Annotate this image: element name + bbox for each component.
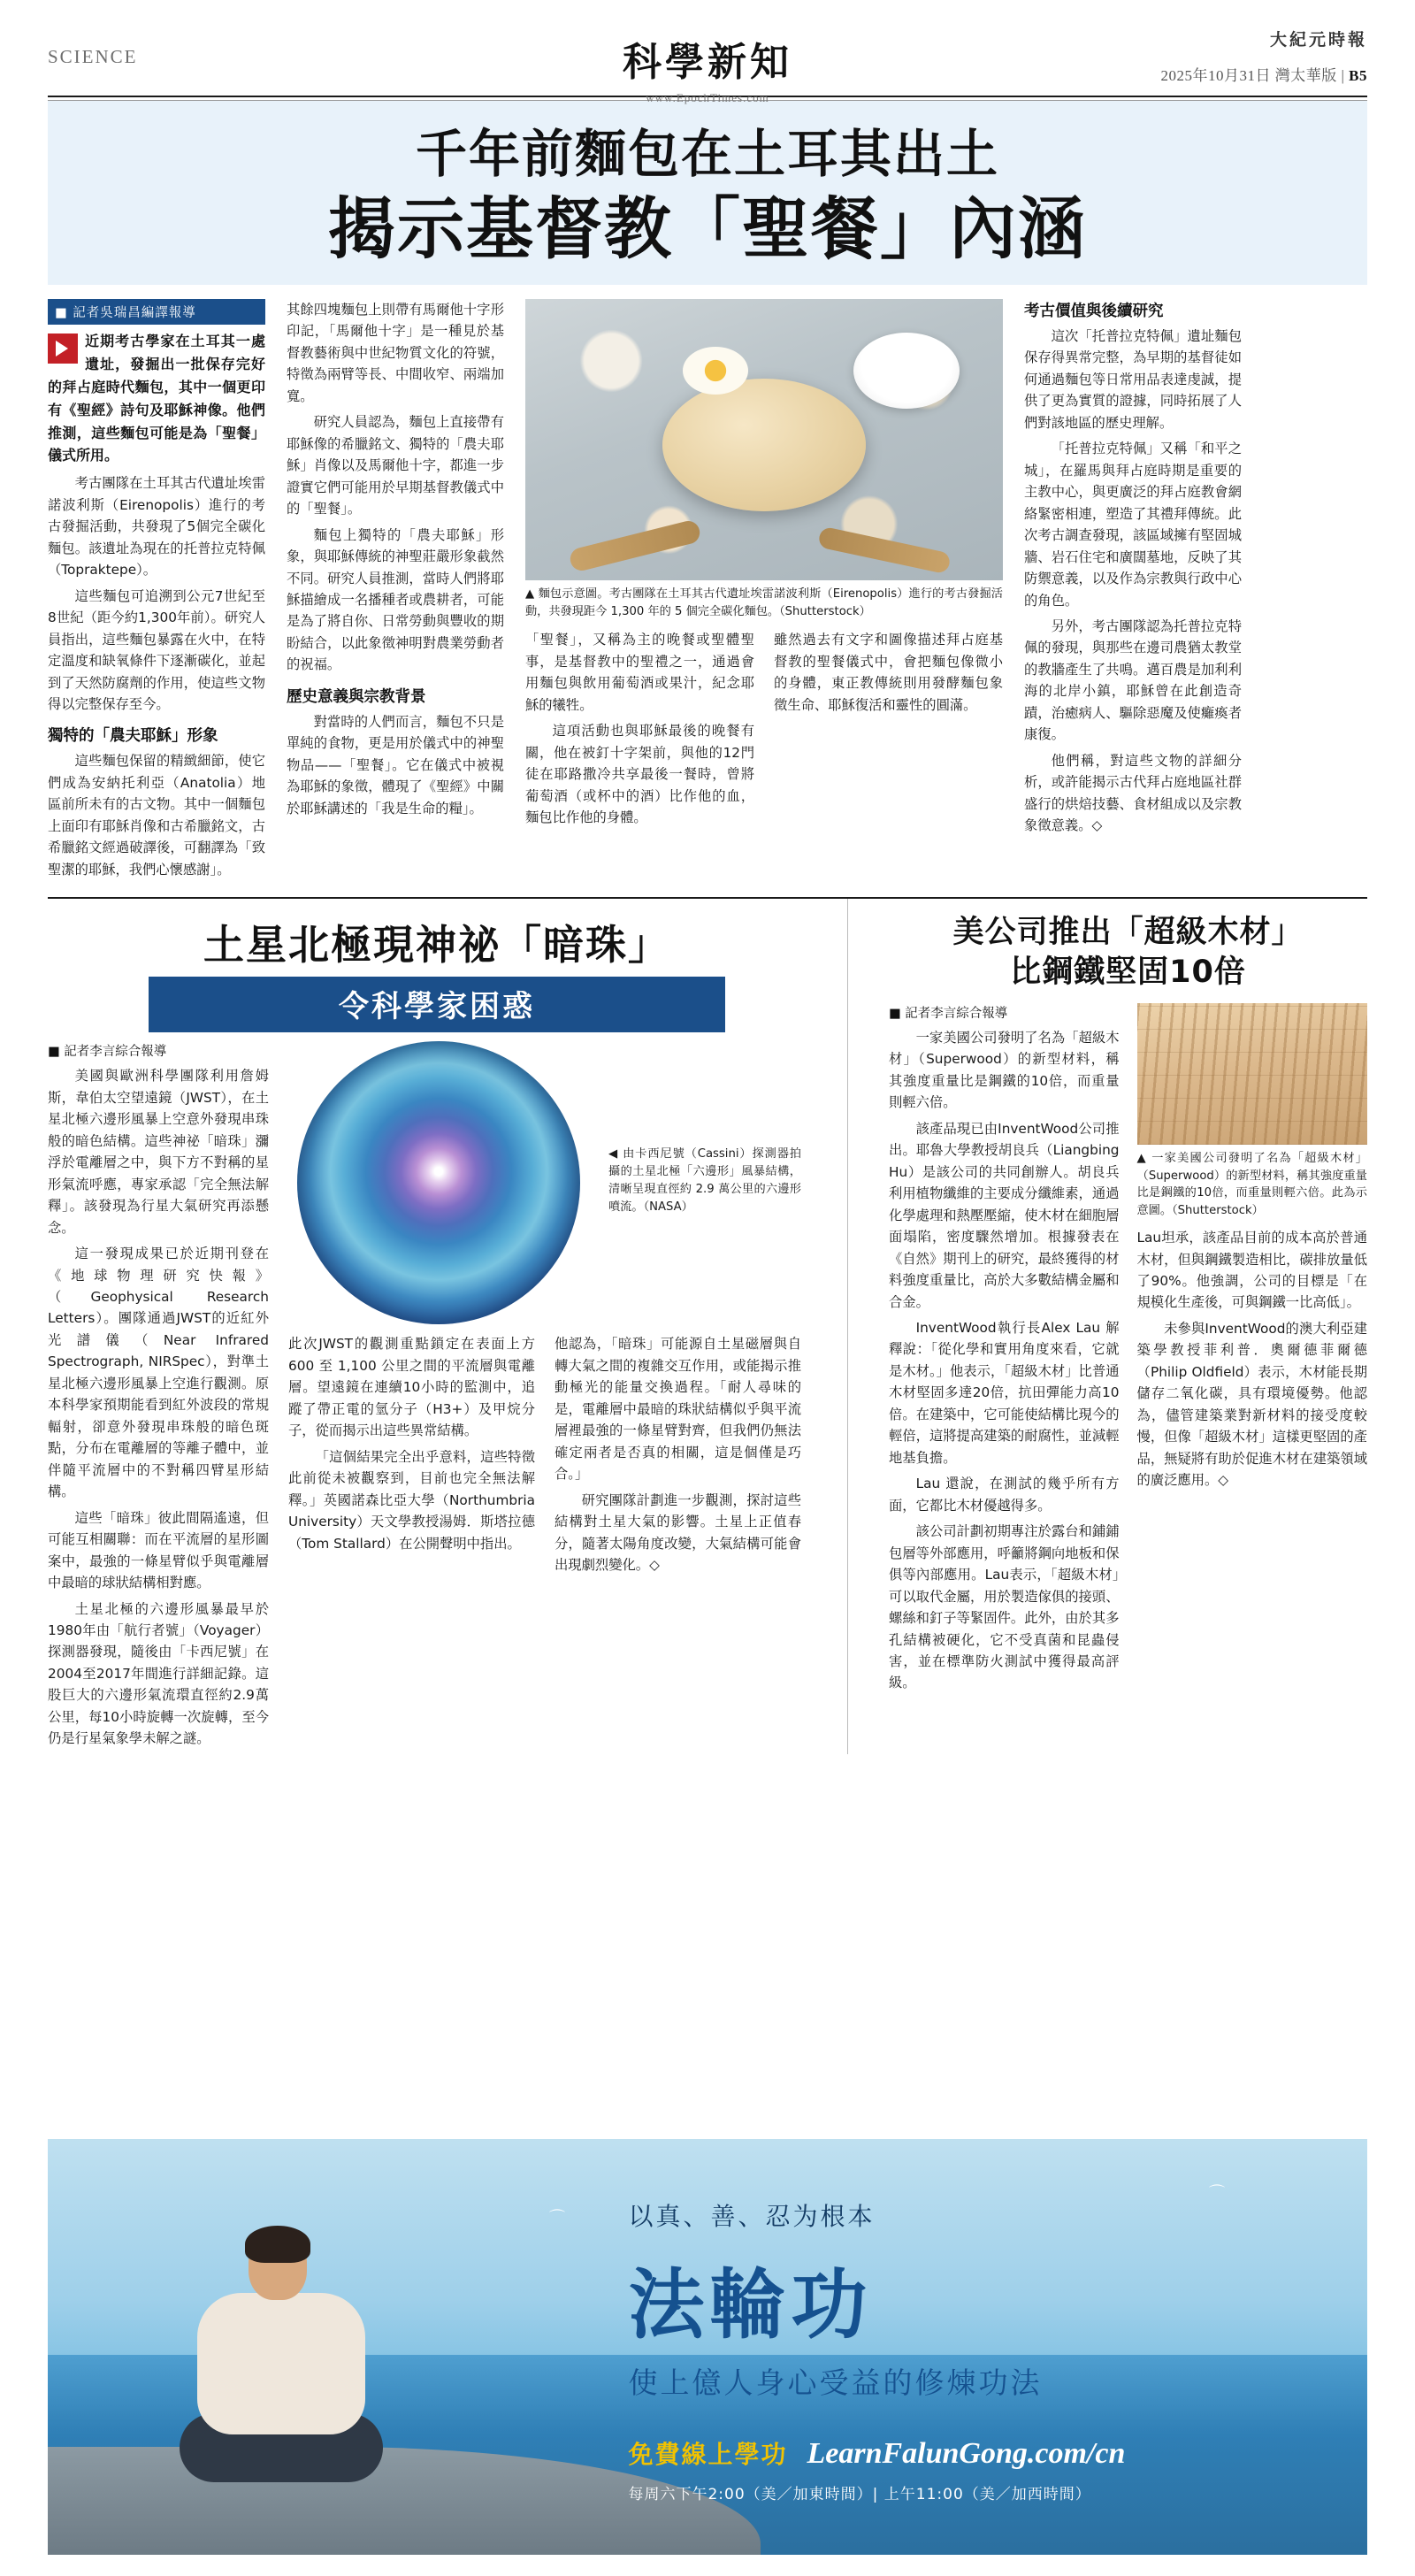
paragraph: 另外，考古團隊認為托普拉克特佩的發現，與那些在邊司農猶太教堂的教牆產生了共鳴。邁百農是加利利海的北岸小鎮，耶穌曾在此創造奇蹟，治癒病人、驅除惡魔及使癱瘓者康復。 xyxy=(1024,617,1242,743)
article-2-right xyxy=(288,1041,801,1754)
paragraph: 麵包上獨特的「農夫耶穌」形象，與耶穌傳統的神聖莊嚴形象截然不同。研究人員推測，當時人們將耶穌描繪成一名播種者或農耕者，可能是為了將自你、日常勞動與豐收的期盼結合，以此象徵神明對農業勞動者的祝福。 xyxy=(287,526,504,673)
article-3-headline-line-2: 比鋼鐵堅固10倍 xyxy=(1010,954,1246,991)
article-2-col-1 xyxy=(48,1041,269,1754)
page-number: B5 xyxy=(1349,67,1367,84)
flour-bowl-shape xyxy=(853,333,960,409)
ad-text-block xyxy=(628,2197,1314,2503)
section-label: SCIENCE xyxy=(48,46,138,67)
paragraph: 「這個結果完全出乎意料，這些特徵此前從未被觀察到，目前也完全無法解釋。」英國諾森比亞大學（Northumbria University）天文學教授湯姆．斯塔拉德（Tom Stallard）在公開聲明中指出。 xyxy=(288,1448,535,1552)
lower-section xyxy=(48,899,1367,1754)
paragraph: 研究團隊計劃進一步觀測，探討這些結構對土星大氣的影響。土星上正值春分，隨著太陽角度改變，大氣結構可能會出現劇烈變化。◇ xyxy=(555,1491,801,1573)
article-2-text-row xyxy=(288,1333,801,1580)
saturn-photo-wrap xyxy=(288,1041,589,1324)
article-1-lead-text: 近期考古學家在土耳其一處遺址，發掘出一批保存完好的拜占庭時代麵包，其中一個更印有《聖經》詩句及耶穌神像。他們推測，這些麵包可能是為「聖餐」儀式所用。 xyxy=(48,332,265,464)
wood-planks-image xyxy=(1137,1003,1368,1145)
article-2-headline: 土星北極現神祕「暗珠」 xyxy=(203,921,670,970)
paragraph: 這些麵包可追溯到公元7世紀至8世紀（距今約1,300年前）。研究人員指出，這些麵包暴露在火中，在特定溫度和缺氧條件下逐漸碳化，並起到了天然防腐劑的作用，使這些文物得以完整保存至今。 xyxy=(48,587,265,713)
photo-caption: ▲ 麵包示意圖。考古團隊在土耳其古代遺址埃雷諾波利斯（Eirenopolis）進行的考古發掘活動，共發現距今 1,300 年的 5 個完全碳化麵包。（Shutterstock） xyxy=(525,586,1003,618)
seagull-icon: ⌒ xyxy=(1208,2184,1225,2202)
saturn-caption-wrap xyxy=(608,1041,801,1324)
byline: ■ 記者李言綜合報導 xyxy=(889,1006,1008,1021)
paragraph: 這些麵包保留的精緻細節，使它們成為安納托利亞（Anatolia）地區前所未有的古文物。其中一個麵包上面印有耶穌肖像和古希臘銘文，古希臘銘文經過破譯後，可翻譯為「致聖潔的耶穌，我們心懷感謝」。 xyxy=(48,753,265,878)
masthead xyxy=(48,0,1367,104)
wooden-spoon-icon xyxy=(817,525,952,574)
headline-line-2: 揭示基督教「聖餐」內涵 xyxy=(328,188,1087,268)
person-hair xyxy=(245,2226,310,2263)
issue-date-text: 2025年10月31日 灣太華版 | xyxy=(1160,67,1345,84)
ad-schedule: 每周六下午2:00（美／加東時間）| 上午11:00（美／加西時間） xyxy=(628,2485,1091,2503)
publication-brand: 大紀元時報 xyxy=(1269,30,1367,50)
article-1 xyxy=(48,299,1367,885)
article-2-photo-row xyxy=(288,1041,801,1324)
photo-caption: ◀ 由卡西尼號（Cassini）探測器拍攝的土星北極「六邊形」風暴結構，清晰呈現直徑約 2.9 萬公里的六邊形噴流。（NASA） xyxy=(608,1147,801,1214)
paragraph: 這項活動也與耶穌最後的晚餐有關，他在被釘十字架前，與他的12門徒在耶路撒冷共享最後一餐時，曾將葡萄酒（或杯中的酒）比作他的血，麵包比作他的身體。 xyxy=(525,723,754,826)
ad-cta[interactable] xyxy=(628,2435,1314,2471)
paragraph: 這次「托普拉克特佩」遺址麵包保存得異常完整，為早期的基督徒如何通過麵包等日常用品表達虔誠，提供了更為實質的證據，同時拓展了人們對該地區的歷史理解。 xyxy=(1024,327,1242,431)
paragraph: InventWood執行長Alex Lau 解釋說：「從化學和實用角度來看，它就是木材。」他表示，「超級木材」比普通木材堅固多達20倍，抗田彈能力高10倍。在建築中，它可能使結構比現今的輕倍，這將提高建築的耐腐性，並減輕地基負擔。 xyxy=(889,1319,1120,1466)
hero-headline xyxy=(48,101,1367,285)
dough-shape xyxy=(662,379,866,511)
ad-cta-label[interactable]: 免費線上學功 xyxy=(628,2439,788,2469)
article-1-col-4 xyxy=(1024,299,1242,885)
article-2-col-2 xyxy=(288,1333,535,1580)
seagull-icon: ⌒ xyxy=(548,2209,565,2227)
paragraph: 其餘四塊麵包上則帶有馬爾他十字形印記，「馬爾他十字」是一種見於基督教藝術與中世紀物質文化的符號，特徵為兩臂等長、中間收窄、兩端加寬。 xyxy=(287,301,504,404)
headline-line-1: 千年前麵包在土耳其出土 xyxy=(415,124,999,184)
issue-date xyxy=(1161,63,1368,85)
paragraph: 對當時的人們而言，麵包不只是單純的食物，更是用於儀式中的神聖物品——「聖餐」。它在儀式中被視為耶穌的象徵，體現了《聖經》中關於耶穌講述的「我是生命的糧」。 xyxy=(287,713,504,816)
paragraph: 這些「暗珠」彼此間隔遙遠，但可能互相關聯：而在平流層的星形圖案中，最強的一條星臂似乎與電離層中最暗的球狀結構相對應。 xyxy=(48,1509,269,1591)
paragraph: 這一發現成果已於近期刊登在《地球物理研究快報》（Geophysical Research Letters）。團隊通過JWST的近紅外光譜儀（Near Infrared Spectrograph, NIRSpec），對準土星北極六邊形風暴上空進行觀測。原本科學家預期能看到紅外波段的常規輻射，卻意外發現串珠般的暗色斑點，分布在電離層的等離子體中，並伴隨平流層中的不對稱四臂星形結構。 xyxy=(48,1246,269,1500)
masthead-right xyxy=(1161,27,1368,85)
subheading: 歷史意義與宗教背景 xyxy=(287,687,426,706)
paragraph: 「聖餐」，又稱為主的晚餐或聖體聖事，是基督教中的聖禮之一，通過會用麵包與飲用葡萄酒或果汁，紀念耶穌的犧牲。 xyxy=(525,632,754,713)
wooden-spoon-icon xyxy=(568,519,702,574)
article-1-col-2 xyxy=(287,299,504,885)
person-body xyxy=(197,2293,365,2434)
ad-brand: 法輪功 xyxy=(628,2260,873,2350)
paragraph: 該產品現已由InventWood公司推出。耶魯大學教授胡良兵（Liangbing Hu）是該公司的共同創辦人。胡良兵利用植物纖維的主要成分纖維素，通過化學處理和熱壓壓縮，使木材在細胞層面塌陷，密度驟然增加。根據發表在《自然》期刊上的研究，最終獲得的材料強度重量比，高於大多數結構金屬和合金。 xyxy=(889,1120,1120,1310)
paragraph: 該公司計劃初期專注於露台和鋪鋪包層等外部應用，呼籲將鋼向地板和保俱等內部應用。Lau表示，「超級木材」可以取代金屬，用於製造傢俱的接頭、螺絲和釘子等緊固件。此外，由於其多孔結構被硬化，它不受真菌和昆蟲侵害，並在標準防火測試中獲得最高評級。 xyxy=(889,1523,1120,1691)
article-2 xyxy=(48,899,826,1754)
paragraph: 此次JWST的觀測重點鎖定在表面上方 600 至 1,100 公里之間的平流層與電離層。望遠鏡在連續10小時的監測中，追蹤了帶正電的氫分子（H3+）及甲烷分子，從而揭示出這些異常結構。 xyxy=(288,1336,535,1439)
article-2-cols xyxy=(48,1041,826,1754)
subheading: 考古價值與後續研究 xyxy=(1024,302,1164,320)
ad-cta-url[interactable]: LearnFalunGong.com/cn xyxy=(807,2436,1126,2470)
article-3-headline xyxy=(889,913,1367,993)
arrow-icon xyxy=(48,334,78,364)
article-1-col-3a xyxy=(525,629,754,832)
byline: ■ 記者吳瑞昌編譯報導 xyxy=(48,299,265,325)
article-3-col-1 xyxy=(889,1003,1120,1698)
article-1-subcols xyxy=(525,629,1003,832)
paragraph: 他們稱，對這些文物的詳細分析，或許能揭示古代拜占庭地區社群盛行的烘焙技藝、食材組成以及宗教象徵意義。◇ xyxy=(1024,752,1242,834)
vertical-divider xyxy=(847,899,848,1754)
paragraph: 研究人員認為，麵包上直接帶有耶穌像的希臘銘文、獨特的「農夫耶穌」肖像以及馬爾他十字，都進一步證實它們可能用於早期基督教儀式中的「聖餐」。 xyxy=(287,414,504,518)
paragraph: 「托普拉克特佩」又稱「和平之城」，在羅馬與拜占庭時期是重要的主教中心，與更廣泛的拜占庭教會網絡緊密相連，塑造了其禮拜傳統。此次考古調查發現，該區域擁有堅固城牆、岩石住宅和廣闊墓地，反映了其防禦意義，以及作為宗教與行政中心的角色。 xyxy=(1024,441,1242,609)
saturn-hexagon-storm-image xyxy=(297,1041,580,1324)
article-1-col-3b xyxy=(774,629,1003,832)
wood-photo xyxy=(1137,1003,1368,1145)
article-2-subheadline-band: 令科學家困惑 xyxy=(149,977,724,1032)
paragraph: 美國與歐洲科學團隊利用詹姆斯，韋伯太空望遠鏡（JWST），在土星北極六邊形風暴上空意外發現串珠般的暗色結構。這些神祕「暗珠」瀰浮於電離層之中，與下方不對稱的星形氣流呼應，專家承認「完全無法解釋」。該發現為行星大氣研究再添懸念。 xyxy=(48,1068,269,1236)
article-3 xyxy=(869,899,1367,1754)
paragraph: Lau坦承，該產品目前的成本高於普通木材，但與鋼鐵製造相比，碳排放量低了90%。他強調，公司的目標是「在規模化生產後，可與鋼鐵一比高低」。 xyxy=(1136,1230,1367,1311)
article-3-headline-line-1: 美公司推出「超級木材」 xyxy=(952,915,1304,951)
photo-caption: ▲ 一家美國公司發明了名為「超級木材」（Superwood）的新型材料，稱其強度重量比是鋼鐵的10倍，而重量則輕六倍。此為示意圖。（Shutterstock） xyxy=(1136,1151,1367,1218)
paragraph: 雖然過去有文字和圖像描述拜占庭基督教的聖餐儀式中，會把麵包像微小的身體，東正教傳統則用發酵麵包象徵生命、耶穌復活和靈性的圓滿。 xyxy=(774,632,1003,713)
paragraph: 考古團隊在土耳其古代遺址埃雷諾波利斯（Eirenopolis）進行的考古發掘活動，共發現了5個完全碳化麵包。該遺址為現在的托普拉克特佩（Topraktepe）。 xyxy=(48,475,265,579)
article-3-cols xyxy=(889,1003,1367,1698)
saturn-photo xyxy=(288,1041,589,1324)
paragraph: 一家美國公司發明了名為「超級木材」（Superwood）的新型材料，稱其強度重量比是鋼鐵的10倍，而重量則輕六倍。 xyxy=(889,1029,1120,1111)
ad-tagline: 以真、善、忍为根本 xyxy=(628,2201,876,2231)
ad-subtitle: 使上億人身心受益的修煉功法 xyxy=(628,2365,1043,2400)
advertisement-banner[interactable] xyxy=(48,2139,1367,2555)
page-title: 科學新知 xyxy=(623,40,792,85)
article-1-lead xyxy=(48,330,265,467)
site-url[interactable]: www.EpochTimes.com xyxy=(646,91,769,104)
paragraph: 土星北極的六邊形風暴最早於1980年由「航行者號」（Voyager）探測器發現，隨後由「卡西尼號」在2004至2017年間進行詳細記錄。這股巨大的六邊形氣流環直徑約2.9萬公里，每10小時旋轉一次旋轉，至今仍是行星氣象學未解之謎。 xyxy=(48,1600,269,1747)
article-1-col-1 xyxy=(48,299,265,885)
bread-photo xyxy=(525,299,1003,580)
byline: ■ 記者李言綜合報導 xyxy=(48,1045,167,1060)
meditating-person-image xyxy=(180,2231,383,2496)
paragraph: 他認為，「暗珠」可能源自土星磁層與自轉大氣之間的複雜交互作用，或能揭示推動極光的能量交換過程。「耐人尋味的是，電離層中最暗的珠狀結構似乎與平流層裡最強的一條星臂對齊，但我們仍無法確定兩者是否真的相關，這是個僅是巧合。」 xyxy=(555,1336,801,1483)
article-1-col-3 xyxy=(525,299,1003,885)
paragraph: Lau 還說，在測試的幾乎所有方面，它都比木材優越得多。 xyxy=(889,1476,1120,1514)
article-3-col-2 xyxy=(1137,1003,1368,1698)
subheading: 獨特的「農夫耶穌」形象 xyxy=(48,727,218,746)
article-2-col-3 xyxy=(555,1333,801,1580)
egg-shape xyxy=(683,347,748,395)
paragraph: 未參與InventWood的澳大利亞建築學教授菲利普．奧爾德菲爾德（Philip Oldfield）表示，木材能長期儲存二氧化碳，具有環境優勢。他認為，儘管建築業對新材料的接受度較慢，但像「超級木材」這樣更堅固的產品，無疑將有助於促進木材在建築領域的廣泛應用。◇ xyxy=(1136,1320,1367,1489)
